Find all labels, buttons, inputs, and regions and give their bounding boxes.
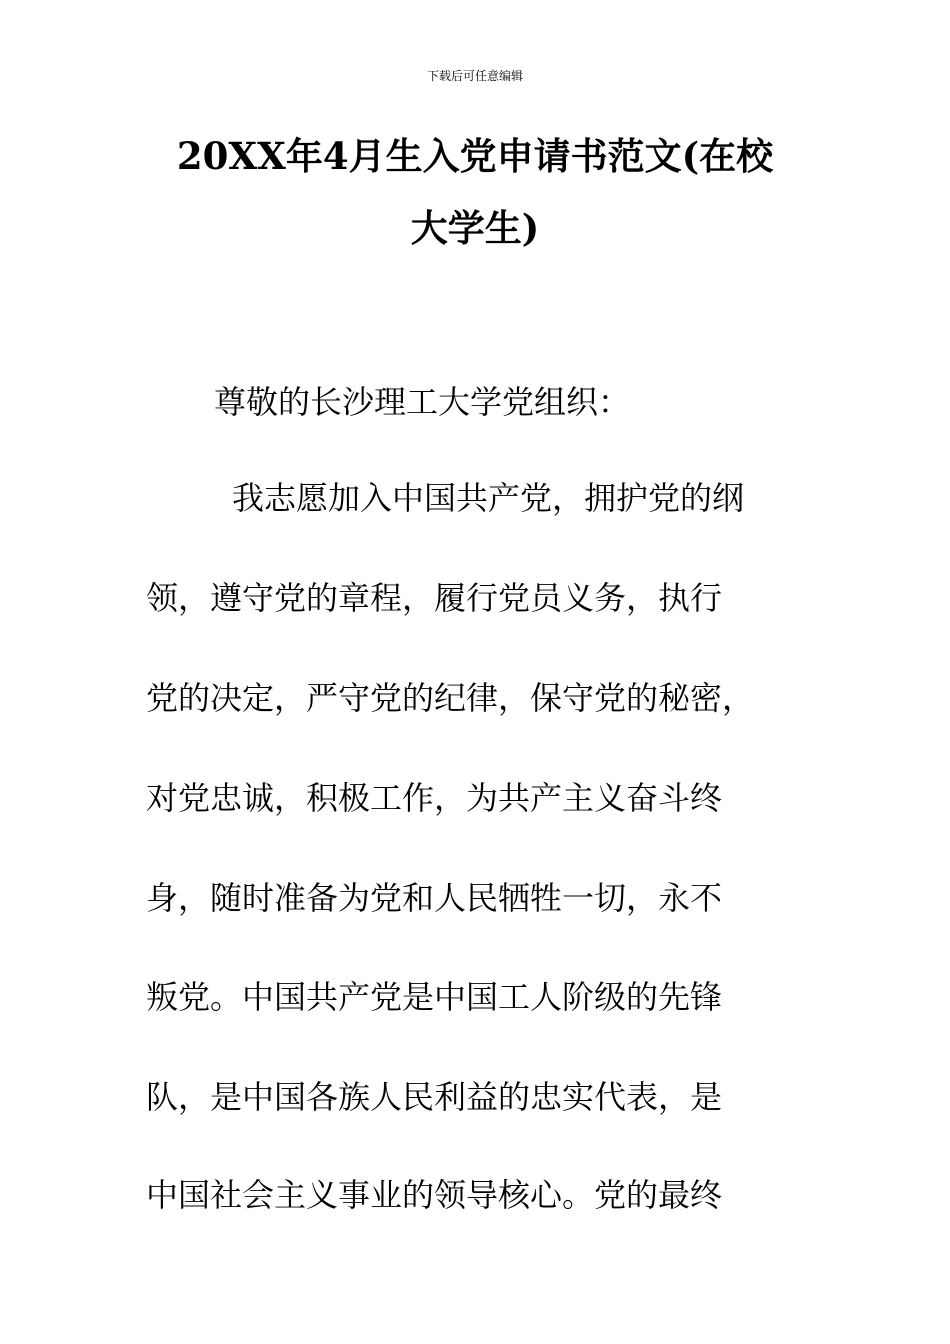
download-note: 下载后可任意编辑 [426, 69, 523, 83]
document-title-line-2: 大学生) [410, 206, 540, 250]
body-line-2: 领，遵守党的章程，履行党员义务，执行 [146, 579, 723, 617]
body-line-7: 队，是中国各族人民利益的忠实代表，是 [146, 1078, 723, 1116]
salutation: 尊敬的长沙理工大学党组织： [214, 383, 631, 421]
document-title-line-1: 20XX年4月生入党申请书范文(在校 [176, 134, 774, 178]
body-line-6: 叛党。中国共产党是中国工人阶级的先锋 [146, 978, 723, 1016]
body-line-4: 对党忠诚，积极工作，为共产主义奋斗终 [146, 779, 723, 817]
body-line-5: 身，随时准备为党和人民牺牲一切，永不 [146, 879, 723, 917]
body-line-8: 中国社会主义事业的领导核心。党的最终 [146, 1176, 723, 1214]
body-line-1: 我志愿加入中国共产党，拥护党的纲 [232, 479, 745, 517]
body-line-3: 党的决定，严守党的纪律，保守党的秘密， [146, 679, 755, 717]
